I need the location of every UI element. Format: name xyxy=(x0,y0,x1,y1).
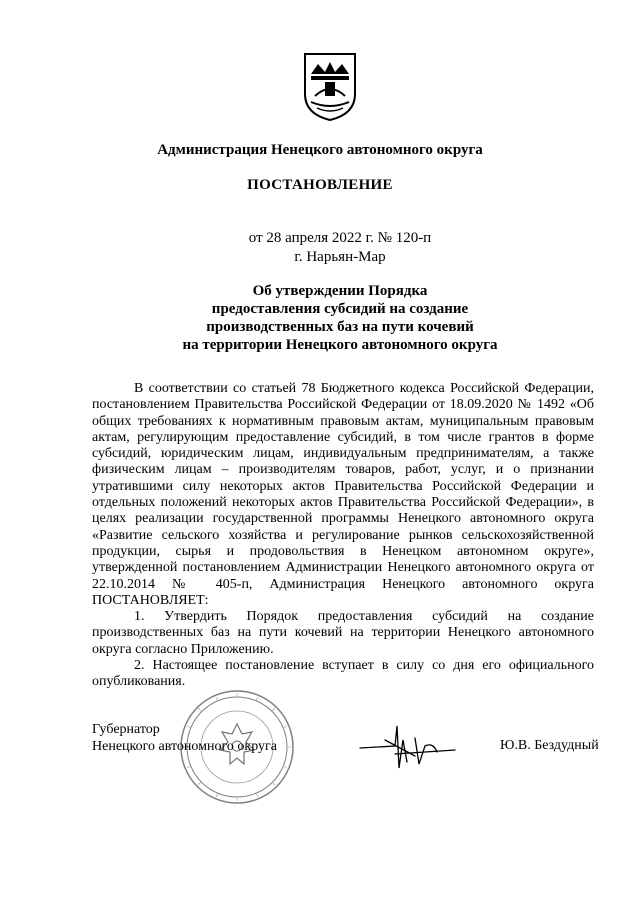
position-line: Ненецкого автономного округа xyxy=(92,739,277,754)
title-line: производственных баз на пути кочевий xyxy=(206,319,474,335)
title-line: Об утверждении Порядка xyxy=(252,283,428,299)
document-date: от 28 апреля 2022 г. № 120-п xyxy=(248,230,432,246)
title-line: на территории Ненецкого автономного округа xyxy=(182,337,498,353)
title-line: предоставления субсидий на создание xyxy=(211,301,469,317)
organization-title: Администрация Ненецкого автономного округа xyxy=(157,142,483,158)
signatory-position xyxy=(92,721,277,755)
handwritten-signature xyxy=(355,718,465,778)
body-paragraph: В соответствии со статьей 78 Бюджетного кодекса Российской Федерации, постановлением Правительства Российской Федерации от 18.09.2020 № 1492 «Об общих требованиях к нормативным правовым актам, муниципальным правовым актам, регулирующим предоставление субсидий, в том числе грантов в форме субсидий, юридическим лицам, индивидуальным предпринимателям, а также физическим лицам – производителям товаров, работ, услуг, и о признании утратившими силу некоторых актов Правительства Российской Федерации и отдельных положений некоторых актов Правительства Российской Федерации», в целях реализации государственной программы Ненецкого автономного округа «Развитие сельского хозяйства и регулирование рынков сельскохозяйственной продукции, сырья и продовольствия в Ненецком автономном округе», утвержденной постановлением Администрации Ненецкого автономного округа от 22.10.2014 № 405-п, Администрация Ненецкого автономного округа ПОСТАНОВЛЯЕТ: xyxy=(92,381,594,608)
document-body xyxy=(92,381,594,691)
signatory-name: Ю.В. Бездудный xyxy=(500,738,599,753)
coat-of-arms-icon xyxy=(303,52,357,122)
document-type: ПОСТАНОВЛЕНИЕ xyxy=(247,177,393,193)
position-line: Губернатор xyxy=(92,722,160,737)
body-paragraph: 2. Настоящее постановление вступает в силу со дня его официального опубликования. xyxy=(92,658,594,690)
document-city: г. Нарьян-Мар xyxy=(294,249,386,265)
document-title xyxy=(20,282,640,354)
body-paragraph: 1. Утвердить Порядок предоставления субсидий на создание производственных баз на пути кочевий на территории Ненецкого автономного округа согласно Приложению. xyxy=(92,609,594,657)
